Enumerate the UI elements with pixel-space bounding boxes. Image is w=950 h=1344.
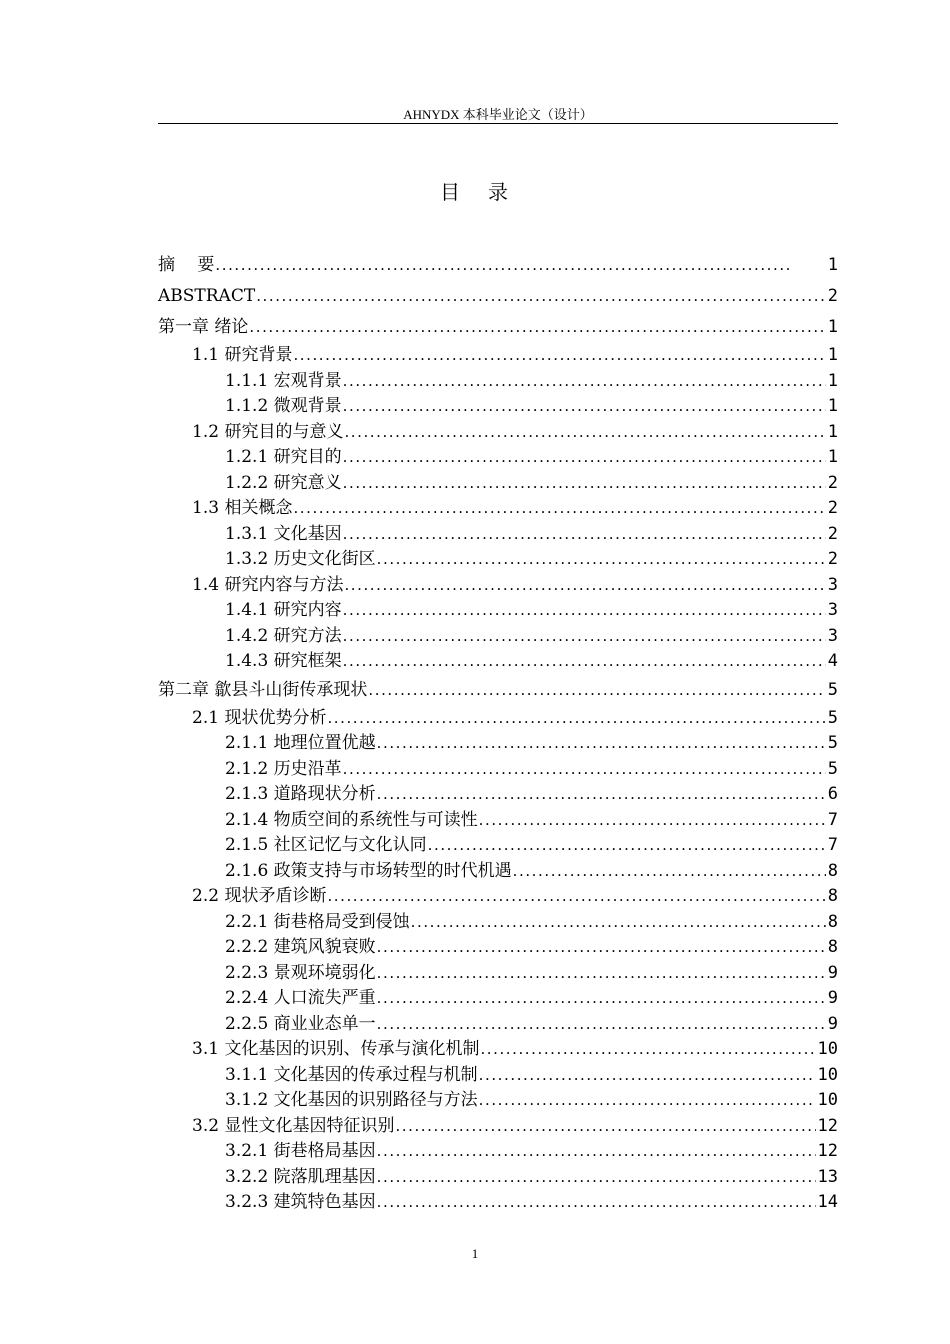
toc-leader-dots <box>377 1190 816 1216</box>
toc-entry-page: 1 <box>827 421 838 442</box>
toc-entry-page: 7 <box>827 835 838 855</box>
toc-entry-label: 3.2.2 院落肌理基因 <box>225 1165 377 1191</box>
toc-leader-dots <box>344 573 825 599</box>
toc-entry-label: 1.1 研究背景 <box>192 343 293 369</box>
header-rule <box>158 123 838 124</box>
toc-entry-page: 9 <box>827 988 838 1008</box>
toc-entry-page: 3 <box>827 574 838 595</box>
toc-leader-dots <box>377 986 826 1012</box>
toc-entry[interactable] <box>158 471 838 497</box>
toc-entry[interactable] <box>158 757 838 783</box>
toc-entry-page: 12 <box>817 1141 838 1161</box>
toc-entry-page: 5 <box>827 733 838 753</box>
toc-entry-page: 9 <box>827 962 838 983</box>
toc-leader-dots <box>256 281 826 312</box>
toc-entry-label: 1.2.2 研究意义 <box>225 471 343 497</box>
toc-entry[interactable] <box>158 343 838 369</box>
toc-entry[interactable] <box>158 961 838 987</box>
toc-entry-page: 8 <box>827 860 838 881</box>
toc-entry-label: 1.2 研究目的与意义 <box>192 420 344 446</box>
toc-entry-page: 2 <box>827 286 838 306</box>
toc-entry-page: 2 <box>827 549 838 569</box>
toc-entry-page: 9 <box>827 1013 838 1034</box>
toc-leader-dots <box>215 250 825 281</box>
toc-entry-page: 1 <box>827 370 838 391</box>
toc-entry[interactable] <box>158 782 838 808</box>
toc-entry-page: 8 <box>827 886 838 906</box>
toc-entry[interactable] <box>158 420 838 446</box>
toc-leader-dots <box>293 343 825 369</box>
toc-leader-dots <box>343 757 826 783</box>
toc-entry-label: 3.2.3 建筑特色基因 <box>225 1190 377 1216</box>
toc-entry[interactable] <box>158 547 838 573</box>
page-header: AHNYDX 本科毕业论文（设计） <box>403 107 593 122</box>
toc-entry-page: 4 <box>827 651 838 671</box>
toc-entry[interactable] <box>158 522 838 548</box>
toc-leader-dots <box>368 675 825 706</box>
toc-entry-page: 1 <box>827 396 838 416</box>
toc-leader-dots <box>377 1139 816 1165</box>
toc-entry-page: 5 <box>827 707 838 728</box>
toc-leader-dots <box>343 394 826 420</box>
toc-entry-page: 1 <box>827 255 838 275</box>
toc-entry[interactable] <box>158 1012 838 1038</box>
toc-leader-dots <box>343 649 826 675</box>
toc-entry-label: 摘 要 <box>158 250 215 281</box>
toc-entry[interactable] <box>158 496 838 522</box>
toc-entry-page: 10 <box>817 1039 838 1059</box>
toc-entry-label: 1.3.1 文化基因 <box>225 522 343 548</box>
toc-entry-page: 7 <box>827 809 838 830</box>
toc-leader-dots <box>377 731 826 757</box>
toc-entry-label: 2.1.6 政策支持与市场转型的时代机遇 <box>225 859 513 885</box>
toc-entry-page: 14 <box>817 1192 838 1212</box>
toc-entry-label: 2.1.1 地理位置优越 <box>225 731 377 757</box>
toc-leader-dots <box>327 884 825 910</box>
toc-entry[interactable] <box>158 731 838 757</box>
toc-entry-page: 8 <box>827 937 838 957</box>
toc-entry-label: ABSTRACT <box>158 281 256 312</box>
toc-leader-dots <box>377 1165 816 1191</box>
toc-title-char-2: 录 <box>488 180 510 204</box>
toc-entry-page: 5 <box>827 758 838 779</box>
toc-leader-dots <box>343 624 826 650</box>
toc-entry-page: 2 <box>827 523 838 544</box>
toc-leader-dots <box>377 961 826 987</box>
toc-entry-page: 1 <box>827 345 838 365</box>
toc-entry[interactable] <box>158 910 838 936</box>
toc-entry-page: 2 <box>827 472 838 493</box>
toc-title <box>0 176 950 205</box>
toc-entry[interactable] <box>158 1114 838 1140</box>
toc-leader-dots <box>293 496 825 522</box>
toc-leader-dots <box>377 935 826 961</box>
toc-entry-page: 3 <box>827 600 838 620</box>
toc-entry-label: 第二章 歙县斗山街传承现状 <box>158 675 368 706</box>
toc-leader-dots <box>344 420 825 446</box>
toc-entry-label: 2.1 现状优势分析 <box>192 706 327 732</box>
toc-entry[interactable] <box>158 312 838 343</box>
toc-entry-label: 2.2.3 景观环境弱化 <box>225 961 377 987</box>
toc-entry-page: 1 <box>827 317 838 337</box>
toc-entry-page: 10 <box>817 1064 838 1085</box>
toc-entry-label: 1.3 相关概念 <box>192 496 293 522</box>
toc-entry[interactable] <box>158 1139 838 1165</box>
toc-entry-page: 1 <box>827 447 838 467</box>
toc-entry-label: 2.1.5 社区记忆与文化认同 <box>225 833 428 859</box>
toc-leader-dots <box>343 598 826 624</box>
toc-entry[interactable] <box>158 281 838 312</box>
toc-entry-label: 1.3.2 历史文化街区 <box>225 547 377 573</box>
toc-entry-label: 3.2.1 街巷格局基因 <box>225 1139 377 1165</box>
table-of-contents <box>158 250 838 1216</box>
toc-leader-dots <box>428 833 826 859</box>
toc-leader-dots <box>479 1088 816 1114</box>
toc-entry-label: 1.4.3 研究框架 <box>225 649 343 675</box>
toc-leader-dots <box>249 312 825 343</box>
toc-entry[interactable] <box>158 624 838 650</box>
toc-entry[interactable] <box>158 1037 838 1063</box>
toc-entry-label: 3.1 文化基因的识别、传承与演化机制 <box>192 1037 480 1063</box>
toc-entry-label: 第一章 绪论 <box>158 312 249 343</box>
toc-entry-label: 2.1.4 物质空间的系统性与可读性 <box>225 808 479 834</box>
toc-entry[interactable] <box>158 250 838 281</box>
toc-entry[interactable] <box>158 1063 838 1089</box>
toc-entry-page: 3 <box>827 625 838 646</box>
toc-entry[interactable] <box>158 445 838 471</box>
toc-entry-label: 1.4 研究内容与方法 <box>192 573 344 599</box>
toc-leader-dots <box>513 859 826 885</box>
toc-leader-dots <box>411 910 826 936</box>
toc-leader-dots <box>327 706 825 732</box>
toc-entry-label: 1.1.2 微观背景 <box>225 394 343 420</box>
toc-entry[interactable] <box>158 884 838 910</box>
toc-entry-page: 13 <box>817 1166 838 1187</box>
toc-entry[interactable] <box>158 649 838 675</box>
toc-leader-dots <box>377 1012 826 1038</box>
toc-entry-page: 5 <box>827 679 838 700</box>
toc-entry[interactable] <box>158 859 838 885</box>
toc-entry-label: 3.1.2 文化基因的识别路径与方法 <box>225 1088 479 1114</box>
toc-entry-label: 1.4.1 研究内容 <box>225 598 343 624</box>
toc-entry-label: 2.2.1 街巷格局受到侵蚀 <box>225 910 411 936</box>
toc-entry[interactable] <box>158 986 838 1012</box>
toc-entry-label: 1.1.1 宏观背景 <box>225 369 343 395</box>
toc-leader-dots <box>377 782 826 808</box>
toc-leader-dots <box>343 471 826 497</box>
toc-entry-label: 2.1.3 道路现状分析 <box>225 782 377 808</box>
toc-entry[interactable] <box>158 935 838 961</box>
toc-entry-label: 1.2.1 研究目的 <box>225 445 343 471</box>
toc-entry-label: 2.2 现状矛盾诊断 <box>192 884 327 910</box>
page-number: 1 <box>471 1246 479 1261</box>
toc-entry-page: 10 <box>817 1090 838 1110</box>
toc-entry-label: 2.1.2 历史沿革 <box>225 757 343 783</box>
toc-entry-page: 2 <box>827 498 838 518</box>
toc-entry[interactable] <box>158 833 838 859</box>
toc-entry[interactable] <box>158 675 838 706</box>
toc-leader-dots <box>343 369 826 395</box>
toc-entry[interactable] <box>158 706 838 732</box>
toc-leader-dots <box>479 1063 816 1089</box>
toc-leader-dots <box>479 808 826 834</box>
toc-entry-page: 6 <box>827 784 838 804</box>
toc-entry-page: 8 <box>827 911 838 932</box>
toc-leader-dots <box>343 445 826 471</box>
toc-entry[interactable] <box>158 369 838 395</box>
toc-leader-dots <box>395 1114 815 1140</box>
toc-leader-dots <box>377 547 826 573</box>
toc-entry[interactable] <box>158 573 838 599</box>
toc-entry-label: 1.4.2 研究方法 <box>225 624 343 650</box>
toc-entry[interactable] <box>158 394 838 420</box>
toc-entry[interactable] <box>158 808 838 834</box>
toc-entry[interactable] <box>158 598 838 624</box>
toc-entry-label: 3.2 显性文化基因特征识别 <box>192 1114 395 1140</box>
toc-entry-label: 2.2.4 人口流失严重 <box>225 986 377 1012</box>
toc-leader-dots <box>480 1037 815 1063</box>
toc-entry-page: 12 <box>817 1115 838 1136</box>
toc-title-char-1: 目 <box>440 180 462 204</box>
toc-entry[interactable] <box>158 1165 838 1191</box>
toc-entry-label: 2.2.2 建筑风貌衰败 <box>225 935 377 961</box>
toc-entry[interactable] <box>158 1088 838 1114</box>
toc-entry-label: 3.1.1 文化基因的传承过程与机制 <box>225 1063 479 1089</box>
toc-entry-label: 2.2.5 商业业态单一 <box>225 1012 377 1038</box>
toc-leader-dots <box>343 522 826 548</box>
toc-entry[interactable] <box>158 1190 838 1216</box>
